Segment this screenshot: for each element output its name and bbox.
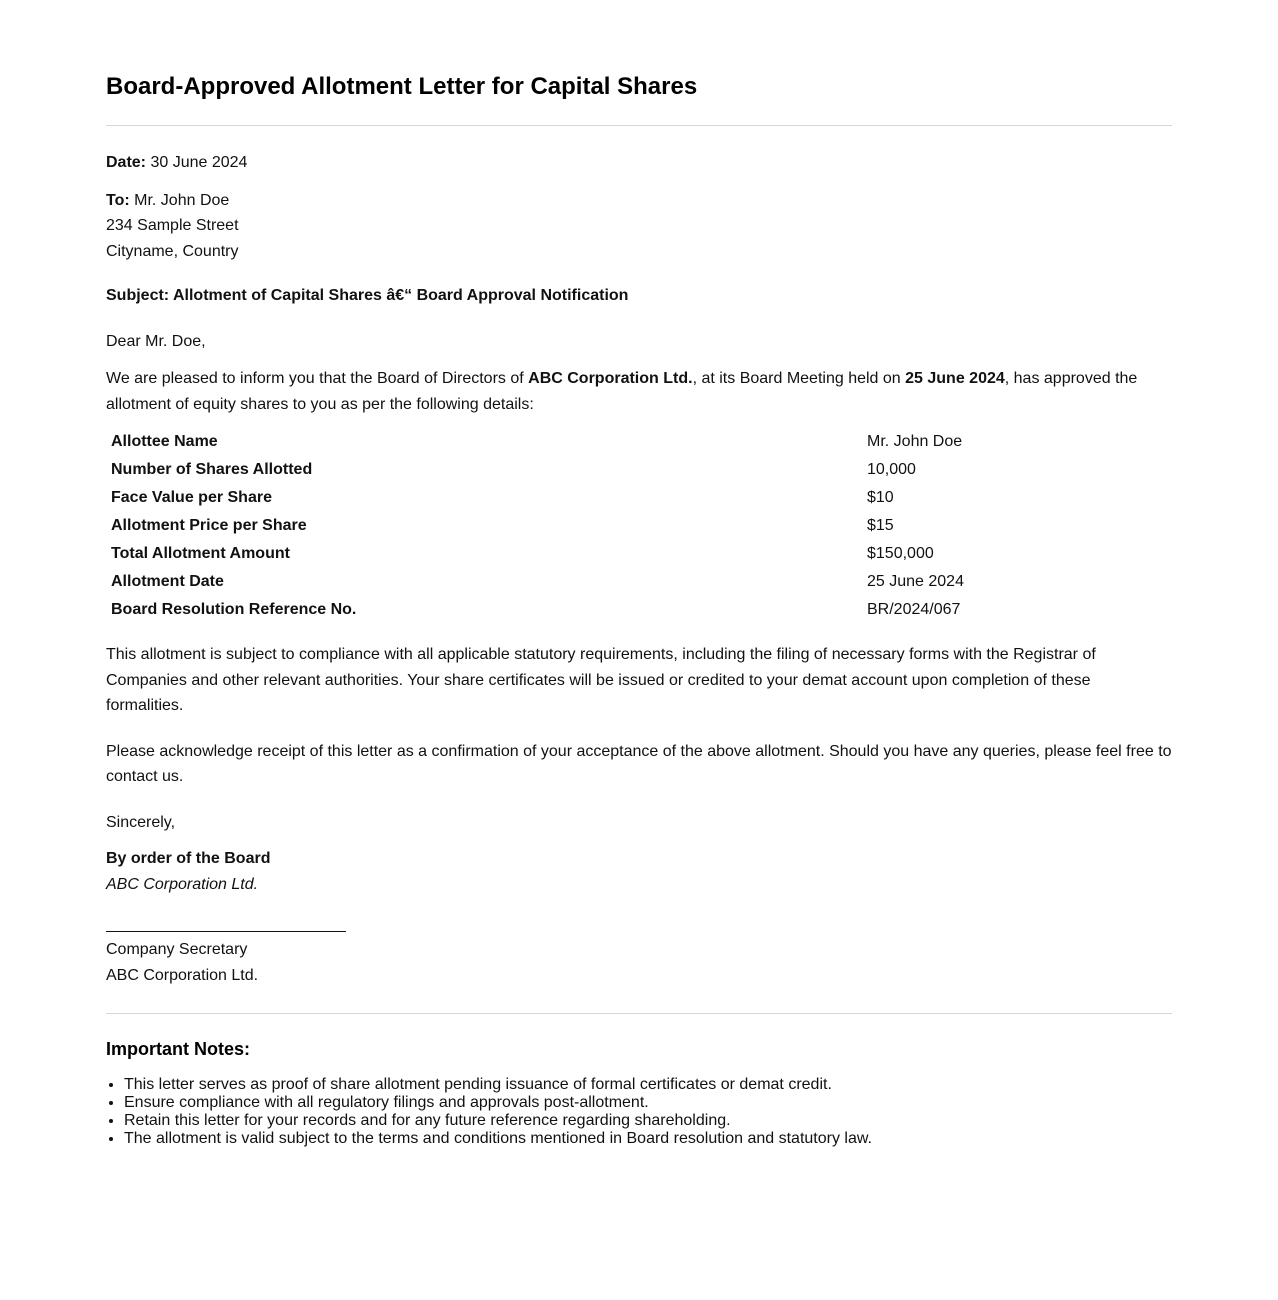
letter-page (106, 0, 1172, 1148)
detail-label: Face Value per Share (111, 489, 272, 506)
recipient-address (106, 188, 1172, 265)
notes-heading: Important Notes: (106, 1039, 250, 1059)
table-row (106, 456, 1172, 484)
to-label: To: (106, 191, 130, 209)
letter-date (106, 150, 1172, 176)
date-label: Date: (106, 154, 147, 171)
compliance-paragraph: This allotment is subject to compliance with all applicable statutory requirements, including the filing of necessary forms with the Registrar of Companies and other relevant authorities. Your share certificates will be issued or credited to your demat account upon completion of these formalities. (106, 646, 1096, 714)
company-name-italic: ABC Corporation Ltd. (106, 875, 259, 893)
table-row (106, 484, 1172, 512)
detail-value: Mr. John Doe (867, 433, 963, 450)
acknowledge-paragraph: Please acknowledge receipt of this letter as a confirmation of your acceptance of the above allotment. Should you have any queries, please feel free to contact us. (106, 742, 1172, 785)
address-line-2: Cityname, Country (106, 242, 239, 260)
detail-label: Allottee Name (111, 433, 218, 450)
signatory-block (106, 937, 1172, 988)
signatory-title: Company Secretary (106, 941, 248, 958)
list-item: • This letter serves as proof of share allotment pending issuance of formal certificates or demat credit. (124, 1076, 1172, 1094)
date-value: 30 June 2024 (150, 154, 248, 171)
table-row (106, 512, 1172, 540)
detail-value: $10 (867, 489, 894, 506)
detail-value: BR/2024/067 (867, 601, 961, 618)
recipient-name: Mr. John Doe (134, 191, 230, 209)
signatory-company: ABC Corporation Ltd. (106, 966, 259, 984)
page-title: Board-Approved Allotment Letter for Capital Shares (106, 73, 698, 100)
signature-line (106, 931, 346, 932)
address-line-1: 234 Sample Street (106, 217, 239, 234)
detail-label: Allotment Price per Share (111, 517, 307, 534)
table-row (106, 540, 1172, 568)
intro-meeting-date: 25 June 2024 (905, 370, 1005, 387)
detail-value: 10,000 (867, 461, 916, 478)
table-row (106, 568, 1172, 596)
notes-divider (106, 1013, 1172, 1014)
detail-value: $15 (867, 517, 894, 534)
list-item: • Ensure compliance with all regulatory filings and approvals post-allotment. (124, 1094, 1172, 1112)
closing: Sincerely, (106, 813, 176, 831)
notes-list (106, 1076, 1172, 1148)
table-row (106, 428, 1172, 456)
subject-line: Subject: Allotment of Capital Shares â€“ Board Approval Notification (106, 287, 629, 304)
detail-label: Number of Shares Allotted (111, 461, 313, 478)
by-order-line: By order of the Board (106, 850, 271, 867)
intro-paragraph (106, 366, 1172, 417)
detail-value: $150,000 (867, 545, 934, 562)
salutation: Dear Mr. Doe, (106, 332, 206, 350)
table-row (106, 596, 1172, 624)
title-divider (106, 125, 1172, 126)
intro-company: ABC Corporation Ltd. (528, 370, 693, 387)
list-item: • The allotment is valid subject to the terms and conditions mentioned in Board resolution and statutory law. (124, 1130, 1172, 1148)
recipient-name-line (106, 188, 1172, 214)
detail-label: Allotment Date (111, 573, 224, 590)
detail-label: Total Allotment Amount (111, 545, 290, 562)
intro-text-1: We are pleased to inform you that the Board of Directors of (106, 370, 529, 387)
intro-text-2: , at its Board Meeting held on (692, 370, 906, 387)
allotment-details-table (106, 428, 1172, 624)
list-item: • Retain this letter for your records and for any future reference regarding shareholding. (124, 1112, 1172, 1130)
intro-text-3: , has approved the allotment of equity shares to you as per the following details: (106, 370, 1138, 413)
detail-value: 25 June 2024 (867, 573, 964, 590)
detail-label: Board Resolution Reference No. (111, 601, 357, 618)
